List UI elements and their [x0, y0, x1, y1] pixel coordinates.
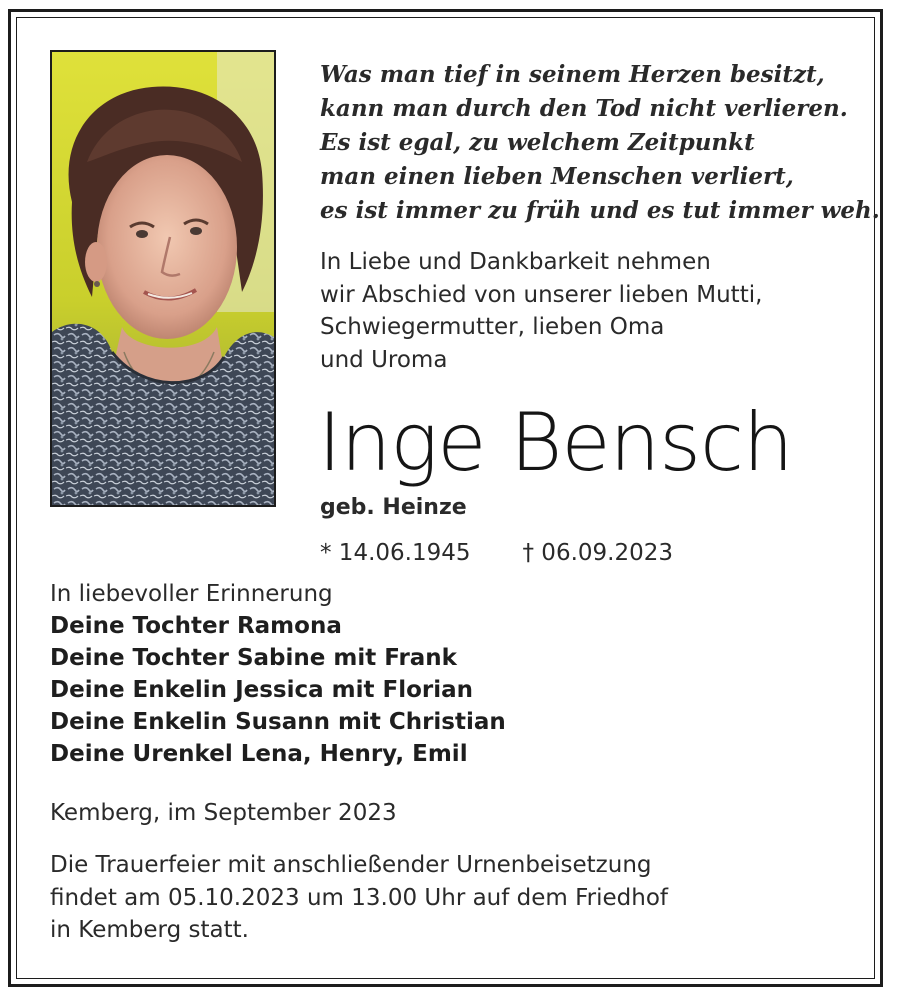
- quote-line: kann man durch den Tod nicht verlieren.: [320, 95, 848, 122]
- mourner-line: Deine Tochter Ramona: [50, 613, 342, 639]
- quote-line: Es ist egal, zu welchem Zeitpunkt: [320, 129, 755, 156]
- mourner-line: Deine Enkelin Jessica mit Florian: [50, 677, 474, 703]
- portrait-photo: [50, 50, 276, 507]
- memory-lead: In liebevoller Erinnerung: [50, 581, 333, 607]
- maiden-name: geb. Heinze: [320, 495, 467, 520]
- mourner-line: Deine Enkelin Susann mit Christian: [50, 709, 506, 735]
- funeral-ceremony-notice: [50, 849, 850, 947]
- quote-line: es ist immer zu früh und es tut immer weh.: [320, 197, 880, 224]
- birth-date: * 14.06.1945: [320, 540, 471, 566]
- ceremony-line: Die Trauerfeier mit anschließender Urnenbeisetzung: [50, 852, 652, 878]
- quote-line: Was man tief in seinem Herzen besitzt,: [320, 61, 825, 88]
- mourners-list: [50, 578, 850, 770]
- farewell-intro: [320, 246, 860, 376]
- memorial-quote: [320, 58, 880, 228]
- mourner-line: Deine Urenkel Lena, Henry, Emil: [50, 741, 468, 767]
- ceremony-line: in Kemberg statt.: [50, 917, 249, 943]
- deceased-name: Inge Bensch: [318, 396, 793, 489]
- intro-line: wir Abschied von unserer lieben Mutti,: [320, 281, 763, 308]
- ceremony-line: findet am 05.10.2023 um 13.00 Uhr auf dem Friedhof: [50, 884, 669, 911]
- intro-line: und Uroma: [320, 346, 448, 373]
- life-dates: [320, 537, 673, 569]
- intro-line: In Liebe und Dankbarkeit nehmen: [320, 249, 711, 275]
- intro-line: Schwiegermutter, lieben Oma: [320, 314, 665, 340]
- death-date: † 06.09.2023: [522, 540, 673, 566]
- quote-line: man einen lieben Menschen verliert,: [320, 163, 794, 190]
- place-and-date: Kemberg, im September 2023: [50, 800, 397, 826]
- mourner-line: Deine Tochter Sabine mit Frank: [50, 645, 457, 671]
- portrait-illustration: [52, 52, 274, 505]
